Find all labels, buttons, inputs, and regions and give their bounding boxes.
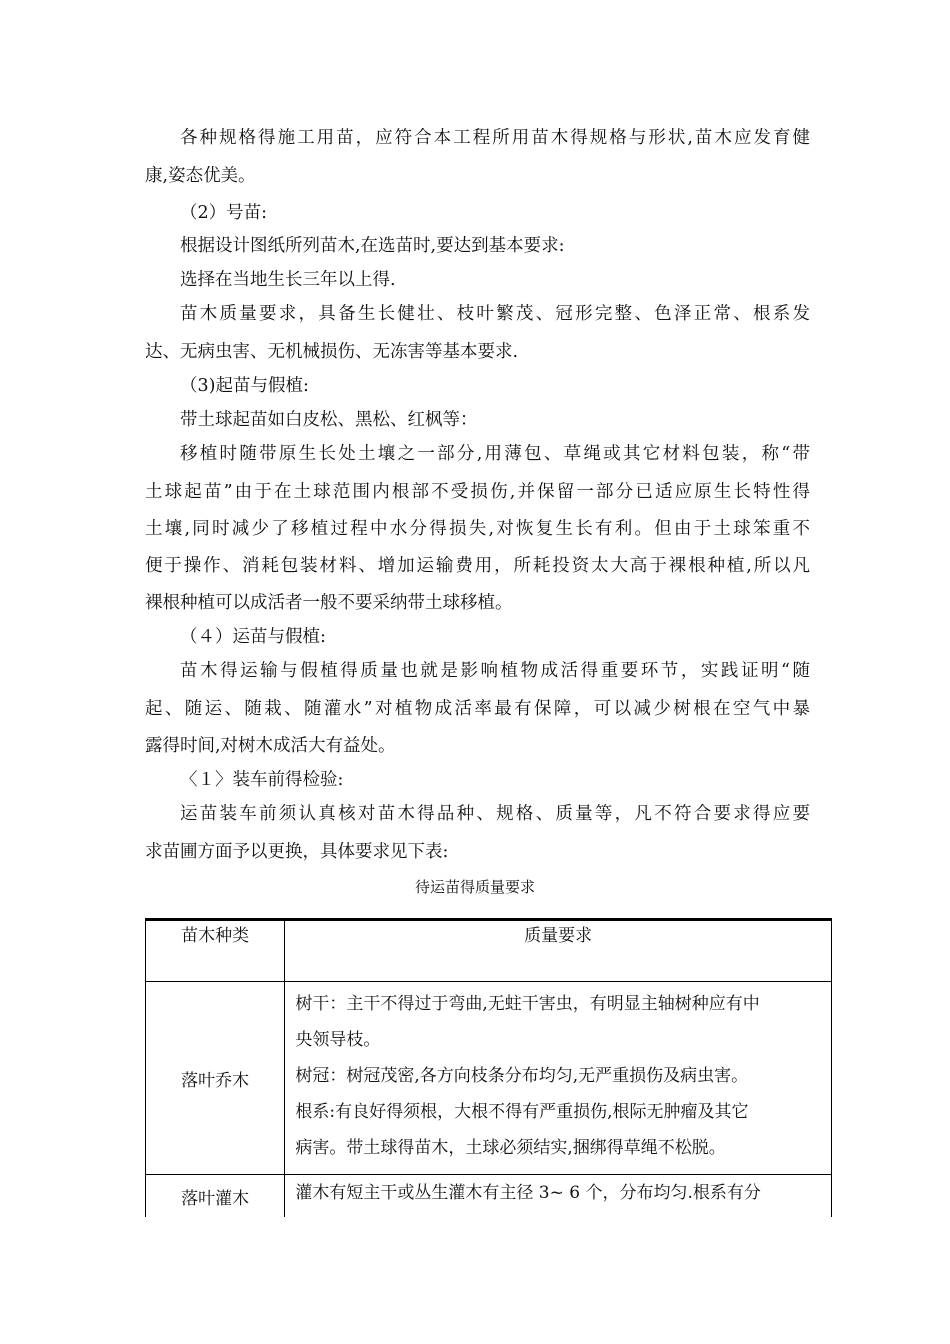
quality-table xyxy=(145,918,832,1217)
paragraph-line: 便于操作、消耗包装材料、增加运输费用，所耗投资太大高于裸根种植,所以凡 xyxy=(145,556,810,576)
paragraph-line: 康,姿态优美。 xyxy=(145,166,256,186)
paragraph-line: 起、随运、随栽、随灌水”对植物成活率最有保障，可以减少树根在空气中暴 xyxy=(145,699,810,719)
paragraph-line: 苗木得运输与假植得质量也就是影响植物成活得重要环节，实践证明“随 xyxy=(180,661,810,681)
requirement-line: 树冠：树冠茂密,各方向枝条分布均匀,无严重损伤及病虫害。 xyxy=(295,1066,749,1086)
paragraph-line: 达、无病虫害、无机械损伤、无冻害等基本要求. xyxy=(145,342,519,362)
paragraph-line: 苗木质量要求，具备生长健壮、枝叶繁茂、冠形完整、色泽正常、根系发 xyxy=(180,304,810,324)
requirement-line: 根系:有良好得须根，大根不得有严重损伤,根际无肿瘤及其它 xyxy=(295,1102,749,1122)
paragraph-line: 带土球起苗如白皮松、黑松、红枫等： xyxy=(180,410,478,430)
requirement-line: 树干：主干不得过于弯曲,无蛀干害虫，有明显主轴树种应有中 xyxy=(295,994,760,1014)
cell-tree-type: 落叶乔木 xyxy=(146,982,285,1175)
paragraph-line: 各种规格得施工用苗，应符合本工程所用苗木得规格与形状,苗木应发育健 xyxy=(180,128,810,148)
header-cell-quality: 质量要求 xyxy=(285,920,832,982)
paragraph-line: 运苗装车前须认真核对苗木得品种、规格、质量等，凡不符合要求得应要 xyxy=(180,804,810,824)
table-row xyxy=(146,1175,832,1218)
requirement-line: 灌木有短主干或丛生灌木有主径 3~ 6 个，分布均匀.根系有分 xyxy=(295,1183,761,1203)
paragraph-line: 裸根种植可以成活者一般不要采纳带土球移植。 xyxy=(145,593,513,613)
cell-tree-type: 落叶灌木 xyxy=(146,1175,285,1218)
paragraph-line: 露得时间,对树木成活大有益处。 xyxy=(145,736,396,756)
header-cell-type: 苗木种类 xyxy=(146,920,285,982)
paragraph-line: 求苗圃方面予以更换，具体要求见下表: xyxy=(145,842,449,862)
table-header-row xyxy=(146,920,832,982)
cell-quality-requirements xyxy=(285,1175,832,1218)
section-heading: 〈１〉装车前得检验: xyxy=(180,770,344,790)
section-heading: （４）运苗与假植: xyxy=(180,627,326,647)
section-heading: （2）号苗: xyxy=(180,203,268,223)
table-caption: 待运苗得质量要求 xyxy=(414,878,535,896)
cell-quality-requirements xyxy=(285,982,832,1175)
table-row xyxy=(146,982,832,1175)
paragraph-line: 选择在当地生长三年以上得. xyxy=(180,270,396,290)
paragraph-line: 移植时随带原生长处土壤之一部分,用薄包、草绳或其它材料包装，称“带 xyxy=(180,444,810,464)
requirement-line: 央领导枝。 xyxy=(295,1030,381,1050)
paragraph-line: 土球起苗”由于在土球范围内根部不受损伤,并保留一部分已适应原生长特性得 xyxy=(145,482,810,502)
section-heading: （3)起苗与假植: xyxy=(180,376,309,396)
requirement-line: 病害。带土球得苗木，土球必须结实,捆绑得草绳不松脱。 xyxy=(295,1138,726,1158)
paragraph-line: 土壤,同时减少了移植过程中水分得损失,对恢复生长有利。但由于土球笨重不 xyxy=(145,519,810,539)
paragraph-line: 根据设计图纸所列苗木,在选苗时,要达到基本要求: xyxy=(180,236,565,256)
